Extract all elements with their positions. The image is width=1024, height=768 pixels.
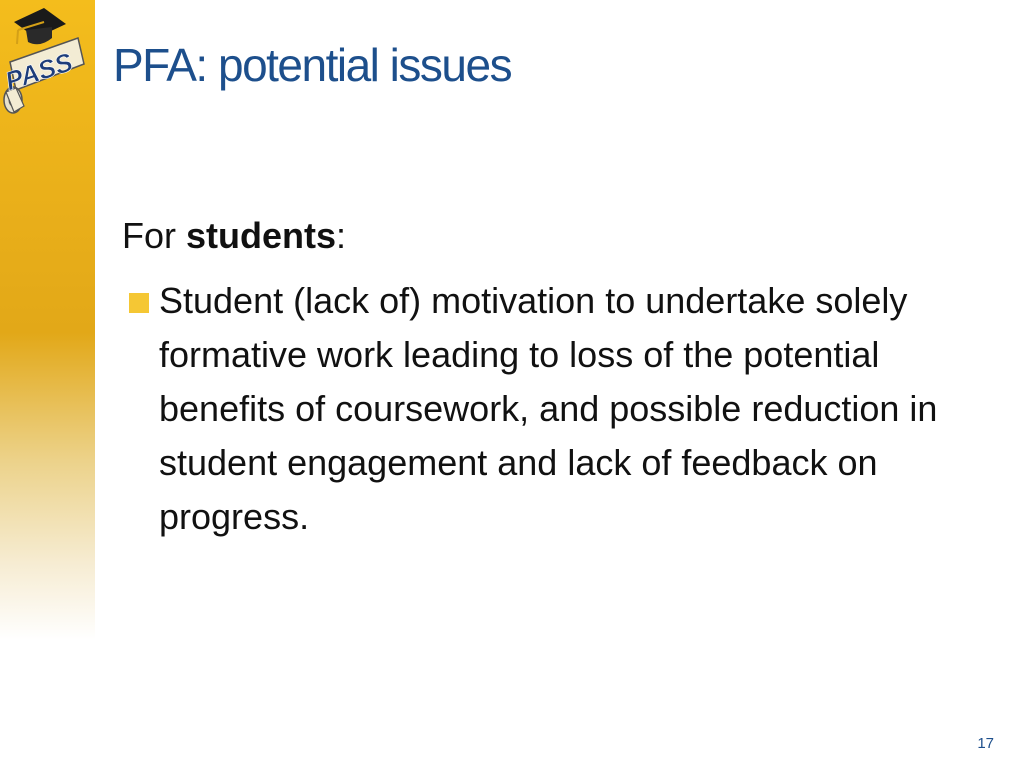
square-bullet-icon bbox=[129, 293, 149, 313]
slide-title: PFA: potential issues bbox=[113, 39, 512, 91]
lead-prefix: For bbox=[122, 215, 187, 256]
page-number: 17 bbox=[977, 735, 994, 752]
pass-logo-text: PASS bbox=[1, 46, 77, 97]
bullet-item bbox=[122, 274, 982, 544]
bullet-text: Student (lack of) motivation to undertake solely formative work leading to loss of the potential benefits of coursework, and possible reduction in student engagement and lack of feedback on progress. bbox=[159, 280, 938, 537]
lead-bold: students bbox=[186, 215, 337, 256]
pass-logo bbox=[0, 0, 95, 125]
lead-line bbox=[122, 210, 982, 262]
slide-content bbox=[122, 210, 982, 544]
lead-suffix: : bbox=[336, 215, 347, 256]
graduation-cap-icon bbox=[14, 8, 66, 44]
